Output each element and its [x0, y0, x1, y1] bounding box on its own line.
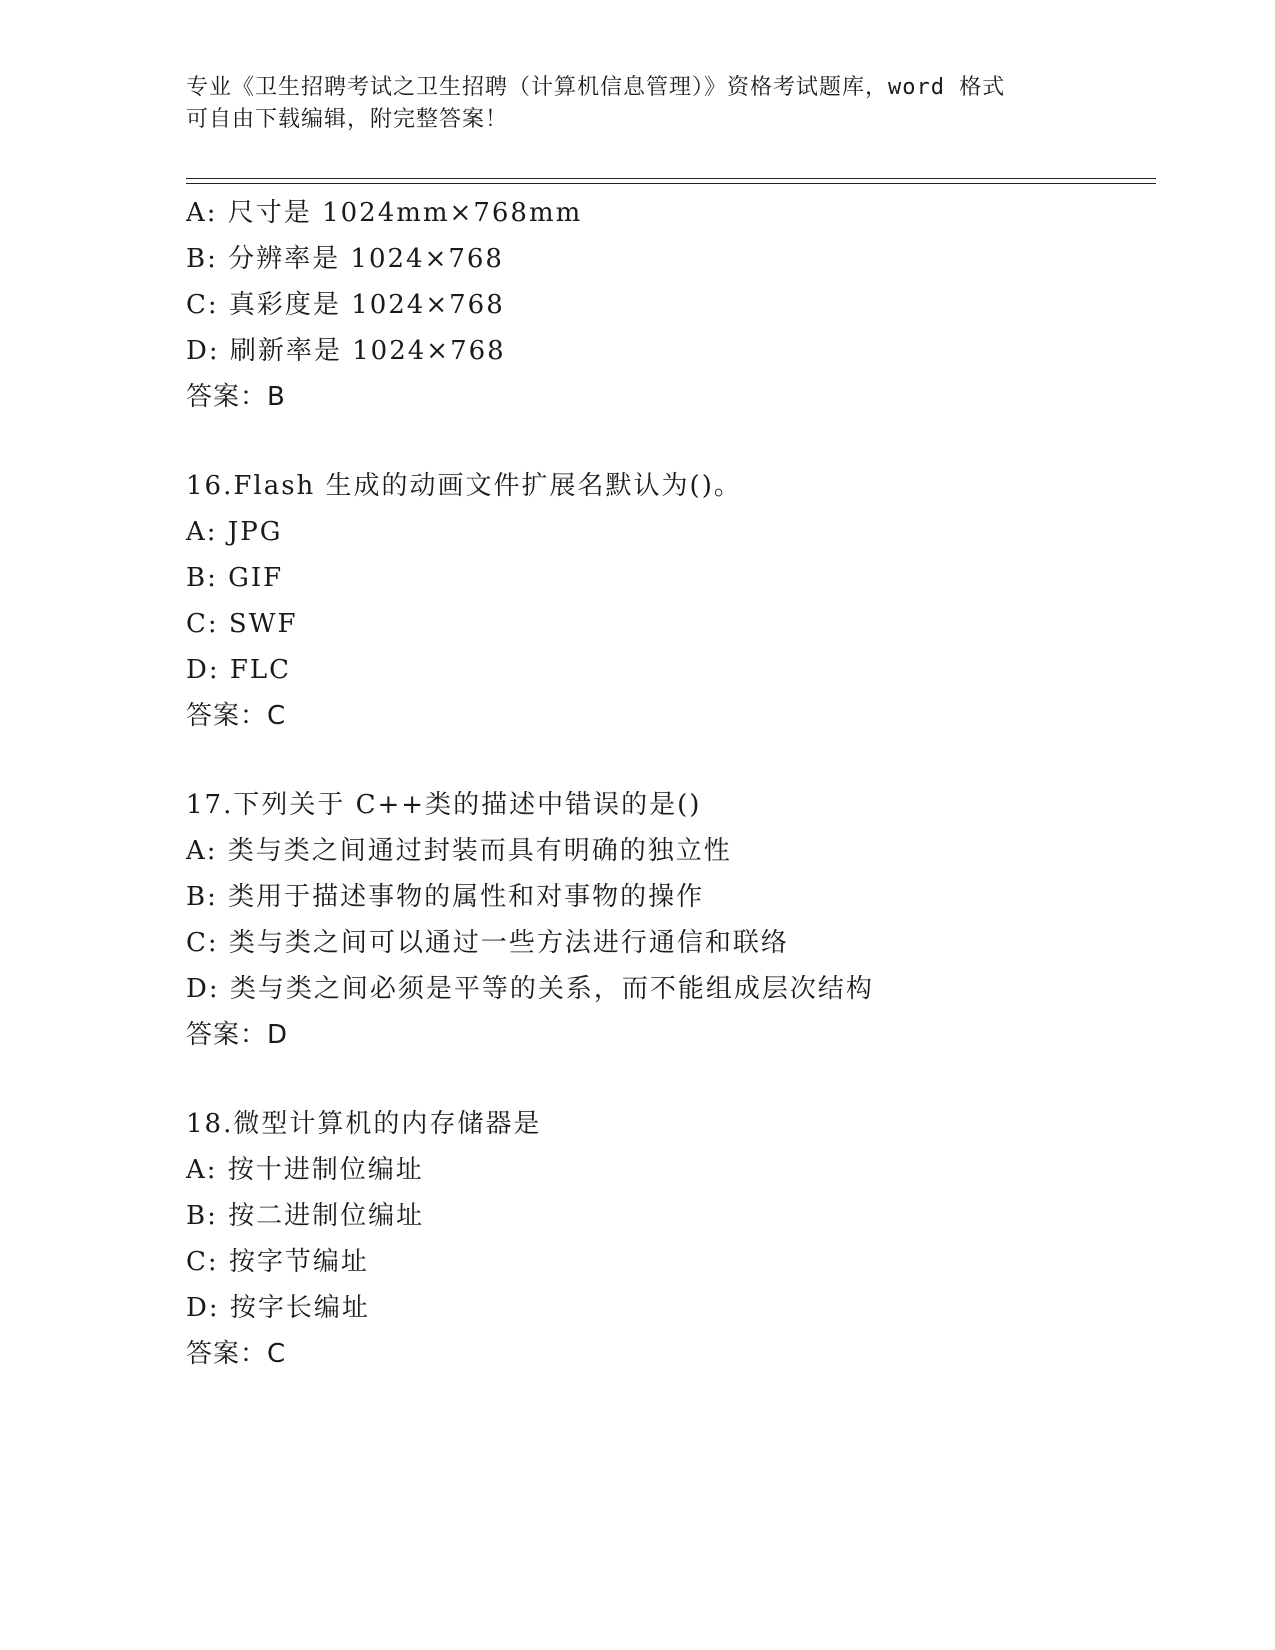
option-d: D: 刷新率是 1024×768	[186, 336, 506, 366]
spacer	[186, 420, 1146, 463]
question-15	[186, 190, 1146, 420]
header-line-2: 可自由下载编辑，附完整答案！	[186, 107, 509, 132]
header-rule-bottom	[186, 183, 1156, 184]
answer: 答案：C	[186, 701, 287, 731]
question-text: 17.下列关于 C++类的描述中错误的是()	[186, 790, 702, 820]
option-a: A: 按十进制位编址	[186, 1155, 424, 1185]
question-list	[186, 190, 1146, 1377]
option-a: A: 尺寸是 1024mm×768mm	[186, 198, 583, 228]
question-text: 16.Flash 生成的动画文件扩展名默认为()。	[186, 471, 742, 501]
option-a: A: JPG	[186, 517, 283, 547]
option-c: C: SWF	[186, 609, 298, 639]
question-17	[186, 782, 1146, 1058]
question-16	[186, 463, 1146, 739]
option-c: C: 真彩度是 1024×768	[186, 290, 505, 320]
spacer	[186, 739, 1146, 782]
answer: 答案：B	[186, 382, 286, 412]
option-d: D: 类与类之间必须是平等的关系，而不能组成层次结构	[186, 974, 874, 1004]
question-text: 18.微型计算机的内存储器是	[186, 1109, 542, 1139]
spacer	[186, 1058, 1146, 1101]
question-18	[186, 1101, 1146, 1377]
header-line-1: 专业《卫生招聘考试之卫生招聘（计算机信息管理）》资格考试题库，word 格式	[186, 75, 1006, 100]
option-b: B: 按二进制位编址	[186, 1201, 425, 1231]
option-d: D: FLC	[186, 655, 292, 685]
answer: 答案：C	[186, 1339, 287, 1369]
header-rule-top	[186, 178, 1156, 179]
option-d: D: 按字长编址	[186, 1293, 370, 1323]
option-c: C: 类与类之间可以通过一些方法进行通信和联络	[186, 928, 789, 958]
option-c: C: 按字节编址	[186, 1247, 369, 1277]
option-b: B: GIF	[186, 563, 284, 593]
document-header	[186, 72, 1076, 136]
option-b: B: 分辨率是 1024×768	[186, 244, 504, 274]
option-b: B: 类用于描述事物的属性和对事物的操作	[186, 882, 705, 912]
option-a: A: 类与类之间通过封装而具有明确的独立性	[186, 836, 732, 866]
answer: 答案：D	[186, 1020, 289, 1050]
